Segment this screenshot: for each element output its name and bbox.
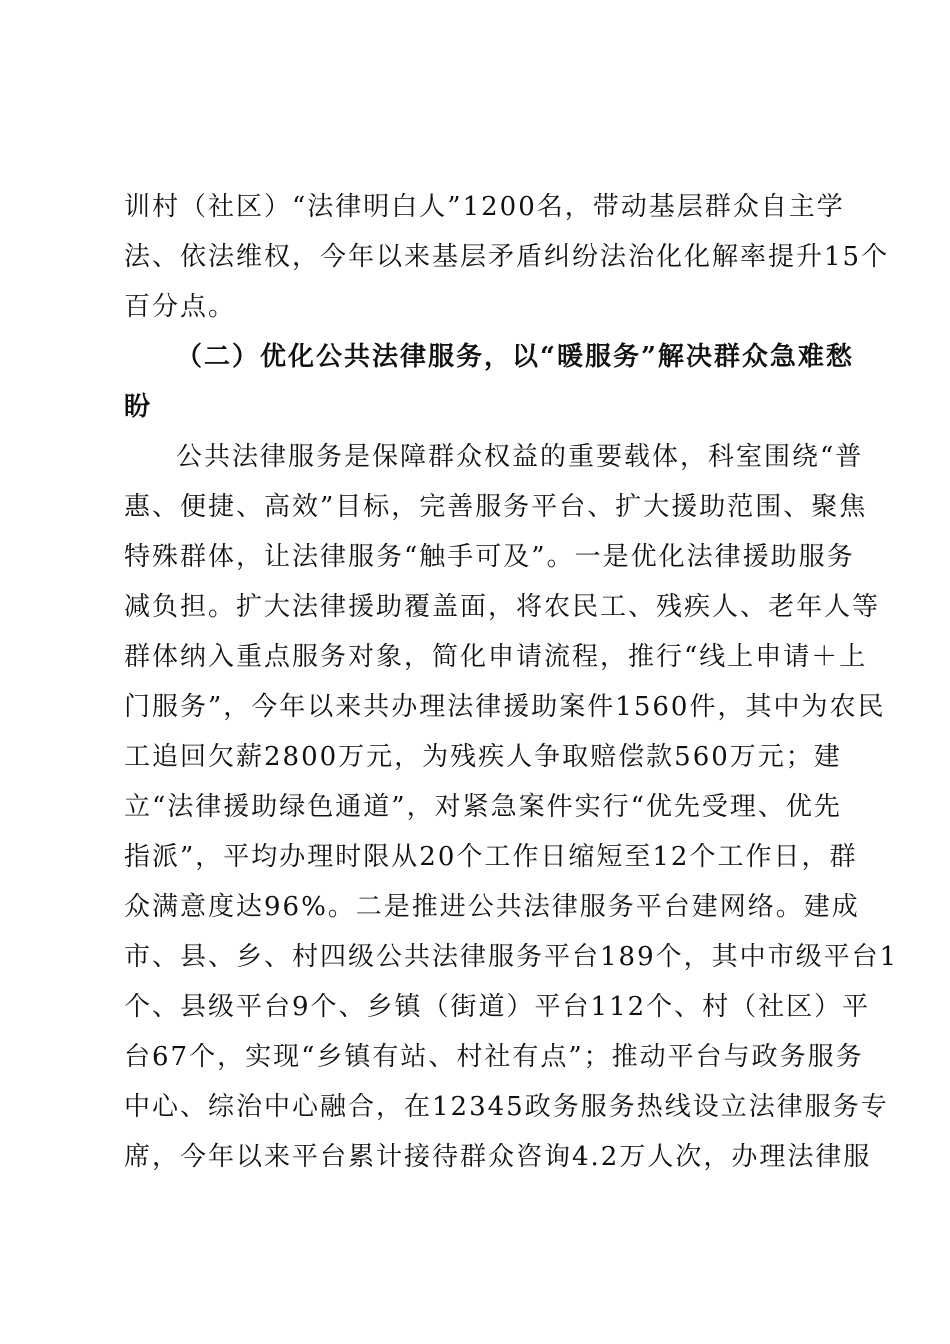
body-line-3: 百分点。 [124, 292, 237, 322]
body-line-12: 工追回欠薪2800万元，为残疾人争取赔偿款560万元；建 [124, 742, 842, 772]
body-line-2: 法、依法维权，今年以来基层矛盾纠纷法治化化解率提升15个 [124, 242, 890, 272]
body-line-17: 个、县级平台9个、乡镇（街道）平台112个、村（社区）平 [124, 992, 871, 1022]
section-heading-continued: 盼 [124, 392, 153, 422]
body-line-9: 减负担。扩大法律援助覆盖面，将农民工、残疾人、老年人等 [124, 592, 881, 622]
body-line-1: 训村（社区）“法律明白人”1200名，带动基层群众自主学 [124, 192, 845, 222]
body-line-15: 众满意度达96%。二是推进公共法律服务平台建网络。建成 [124, 892, 860, 922]
section-heading: （二）优化公共法律服务，以“暖服务”解决群众急难愁 [176, 342, 854, 372]
body-line-7: 惠、便捷、高效”目标，完善服务平台、扩大援助范围、聚焦 [124, 492, 868, 522]
body-line-18: 台67个，实现“乡镇有站、村社有点”；推动平台与政务服务 [124, 1042, 864, 1072]
body-line-8: 特殊群体，让法律服务“触手可及”。一是优化法律援助服务 [124, 542, 855, 572]
body-line-14: 指派”，平均办理时限从20个工作日缩短至12个工作日，群 [124, 842, 858, 872]
body-line-16: 市、县、乡、村四级公共法律服务平台189个，其中市级平台1 [124, 942, 899, 972]
paragraph-first-line: 公共法律服务是保障群众权益的重要载体，科室围绕“普 [176, 442, 864, 472]
body-line-13: 立“法律援助绿色通道”，对紧急案件实行“优先受理、优先 [124, 792, 842, 822]
body-line-11: 门服务”，今年以来共办理法律援助案件1560件，其中为农民 [124, 692, 886, 722]
body-line-10: 群体纳入重点服务对象，简化申请流程，推行“线上申请＋上 [124, 642, 868, 672]
body-line-20: 席，今年以来平台累计接待群众咨询4.2万人次，办理法律服 [124, 1142, 872, 1172]
body-line-19: 中心、综治中心融合，在12345政务服务热线设立法律服务专 [124, 1092, 889, 1122]
